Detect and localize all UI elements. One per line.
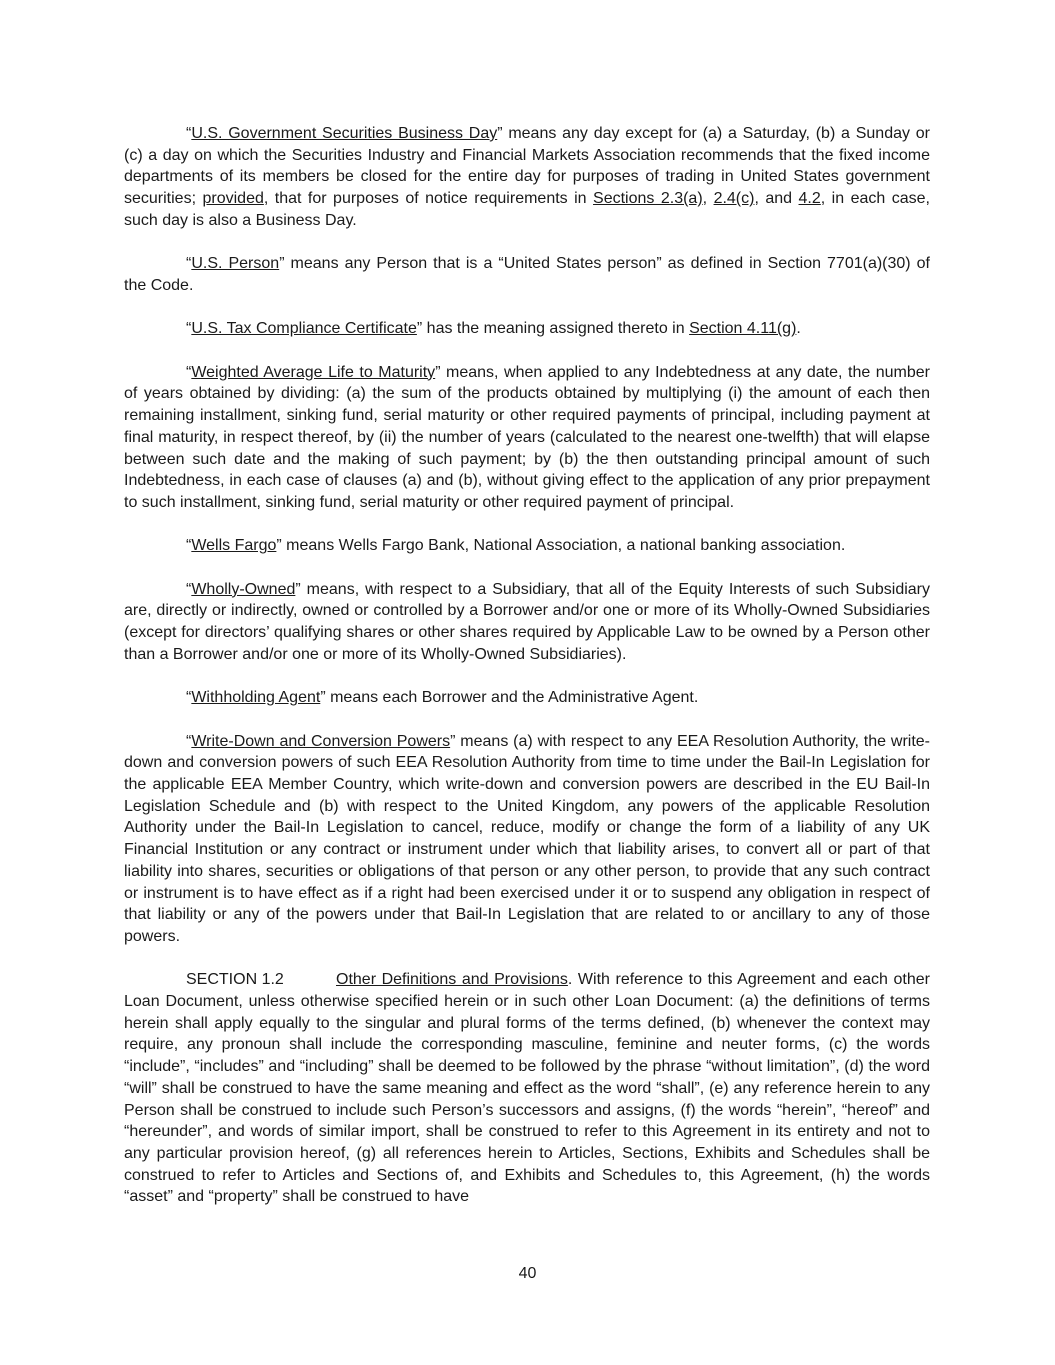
defined-term: Wells Fargo: [191, 537, 277, 555]
definition-paragraph: [124, 253, 930, 296]
definition-text: ” means any day except for (a) a Saturday, (b) a Sunday or (c) a day on which the Securities Industry and Financial Markets Association recommends that the fixed income departments of its members be closed for the entire day for purposes of trading in United States government securities;: [124, 125, 930, 208]
definition-paragraph: [124, 362, 930, 514]
defined-term: U.S. Government Securities Business Day: [191, 125, 498, 142]
definitions-list: [124, 123, 930, 948]
open-quote: “: [186, 320, 192, 338]
defined-term: Wholly-Owned: [191, 580, 296, 598]
definition-text: ” means, when applied to any Indebtedness at any date, the number of years obtained by dividing: (a) the sum of the products obtained by multiplying (i) the amount of each then remaining installment, sinking fund, serial maturity or other required payments of principal, including payment at final maturity, in respect thereof, by (ii) the number of years (calculated to the nearest one-twelfth) that will elapse between such date and the making of such payment; by (b) the then outstanding principal amount of such Indebtedness, in each case of clauses (a) and (b), without giving effect to the application of any prior prepayment to such installment, sinking fund, serial maturity or other required payment of principal.: [124, 363, 931, 511]
definition-paragraph: [124, 579, 930, 666]
cross-reference: provided: [202, 190, 264, 208]
definition-paragraph: [124, 123, 930, 232]
definition-text: ” means (a) with respect to any EEA Resolution Authority, the write-down and conversion powers of such EEA Resolution Authority from time to time under the Bail-In Legislation for the applicable EEA Member Country, which write-down and conversion powers are described in the EU Bail-In Legislation Schedule and (b) with respect to the United Kingdom, any powers of the applicable Resolution Authority under the Bail-In Legislation to cancel, reduce, modify or change the form of a liability of any UK Financial Institution or any contract or instrument under which that liability arises, to convert all or part of that liability into shares, securities or obligations of that person or any other person, to provide that any such contract or instrument is to have effect as if a right had been exercised under it or to suspend any obligation in respect of that liability or any of the powers under that Bail-In Legislation that are related to or ancillary to any of those powers.: [124, 732, 931, 945]
cross-reference: 4.2: [798, 190, 821, 208]
section-body: . With reference to this Agreement and each other Loan Document, unless otherwise specified herein or in such other Loan Document: (a) the definitions of terms herein shall apply equally to the singular and plural forms of the terms defined, (b) whenever the context may require, any pronoun shall include the corresponding masculine, feminine and neuter forms, (c) the words “include”, “includes” and “including” shall be deemed to be followed by the phrase “without limitation”, (d) the word “will” shall be construed to have the same meaning and effect as the word “shall”, (e) any reference herein to any Person shall be construed to include such Person’s successors and assigns, (f) the words “herein”, “hereof” and “hereunder”, and words of similar import, shall be construed to refer to this Agreement in its entirety and not to any particular provision hereof, (g) all references herein to Articles, Sections, Exhibits and Schedules shall be construed to refer to Articles and Sections of, and Exhibits and Schedules to, this Agreement, (h) the words “asset” and “property” shall be construed to have: [124, 971, 930, 1206]
definition-text: ” means, with respect to a Subsidiary, that all of the Equity Interests of such Subsidiary are, directly or indirectly, owned or controlled by a Borrower and/or one or more of its Wholly-Owned Subsidiaries (except for directors’ qualifying shares or other shares required by Applicable Law to be owned by a Person other than a Borrower and/or one or more of its Wholly-Owned Subsidiaries).: [124, 580, 930, 663]
definition-text: ,: [702, 190, 714, 208]
open-quote: “: [186, 580, 192, 598]
open-quote: “: [186, 689, 192, 707]
open-quote: “: [186, 732, 192, 750]
defined-term: Weighted Average Life to Maturity: [191, 363, 436, 381]
definition-text: , and: [754, 190, 799, 208]
definition-paragraph: [124, 731, 930, 948]
open-quote: “: [186, 363, 192, 381]
cross-reference: Sections 2.3(a): [593, 190, 703, 208]
definition-paragraph: [124, 318, 930, 340]
page-number: 40: [518, 1265, 537, 1282]
definition-text: ” has the meaning assigned thereto in: [416, 320, 690, 338]
cross-reference: Section 4.11(g): [689, 320, 797, 338]
defined-term: Withholding Agent: [191, 689, 321, 707]
definition-text: , in each case, such day is also a Business Day.: [124, 190, 930, 229]
section-paragraph: [124, 969, 930, 1208]
defined-term: U.S. Person: [191, 255, 280, 273]
definition-text: , that for purposes of notice requirements in: [263, 190, 594, 208]
open-quote: “: [186, 537, 192, 555]
section-number: SECTION 1.2: [186, 971, 284, 989]
document-page: [124, 123, 930, 1230]
definition-text: ” means Wells Fargo Bank, National Association, a national banking association.: [276, 537, 846, 555]
definition-text: ” means any Person that is a “United States person” as defined in Section 7701(a)(30) of the Code.: [124, 255, 930, 294]
open-quote: “: [186, 125, 192, 142]
open-quote: “: [186, 255, 192, 273]
definition-paragraph: [124, 687, 930, 709]
defined-term: Write-Down and Conversion Powers: [191, 732, 451, 750]
definition-text: ” means each Borrower and the Administrative Agent.: [320, 689, 699, 707]
section-title: Other Definitions and Provisions: [336, 971, 568, 989]
cross-reference: 2.4(c): [713, 190, 755, 208]
defined-term: U.S. Tax Compliance Certificate: [191, 320, 417, 338]
definition-paragraph: [124, 535, 930, 557]
definition-text: .: [796, 320, 801, 338]
